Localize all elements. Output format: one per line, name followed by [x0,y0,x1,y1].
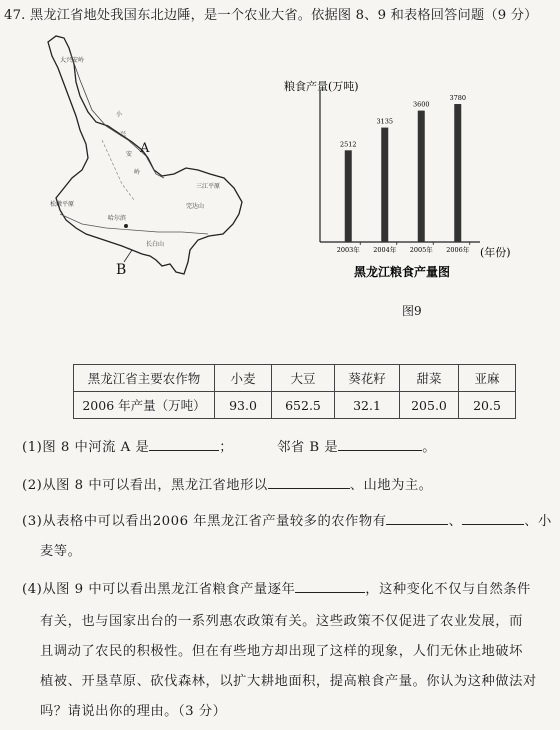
table-header-label: 黑龙江省主要农作物 [74,365,215,392]
map-place-3: 安 [126,151,133,158]
table-row-label: 2006 年产量（万吨） [74,392,215,419]
grain-output-chart [284,74,524,288]
chart-tick-label: 2005年 [409,246,433,254]
map-label-a: A [140,141,150,156]
q1-text-b: 邻省 B 是 [277,440,339,455]
table-cell-value: 32.1 [335,392,400,419]
q4-blank-trend[interactable] [295,578,365,593]
table-crop-name: 小麦 [215,365,272,392]
chart-tick-label: 2004年 [373,246,397,254]
q2-blank-terrain[interactable] [268,474,350,489]
q3-blank-crop-2[interactable] [462,510,524,525]
map-place-9: 长白山 [146,241,165,248]
map-place-1: 小 [116,111,123,118]
mountain-ridge [102,140,134,200]
map-label-b: B [116,262,127,278]
map-place-4: 岭 [134,169,141,176]
question-4 [22,578,531,597]
table-crop-name: 大豆 [272,365,335,392]
table-crop-name: 葵花籽 [335,365,400,392]
chart-data-label: 3135 [376,117,394,126]
question-3 [22,510,552,529]
map-place-5: 松嫩平原 [50,201,75,208]
table-crop-name: 甜菜 [400,365,459,392]
question-2 [22,474,432,493]
q3-blank-crop-1[interactable] [386,510,448,525]
question-4-line-3: 且调动了农民的积极性。但在有些地方却出现了这样的现象，人们无休止地破坏 [40,644,523,659]
q3-text-b: 、小 [524,514,552,529]
heilongjiang-map [36,28,262,290]
q2-text-b: 、山地为主。 [349,478,433,493]
harbin-dot [124,224,128,228]
q1-text-a: (1)图 8 中河流 A 是 [22,440,150,455]
question-4-line-2: 有关，也与国家出台的一系列惠农政策有关。这些政策不仅促进了农业发展，而 [40,614,523,629]
chart-bar [381,128,388,242]
question-3-cont: 麦等。 [40,544,82,559]
question-4-line-4: 植被、开垦草原、砍伐森林，以扩大耕地面积，提高粮食产量。你认为这种做法对 [40,674,537,689]
table-cell-value: 93.0 [215,392,272,419]
table-row [74,392,516,419]
table-cell-value: 205.0 [400,392,459,419]
crop-output-table [73,364,516,419]
fig9-caption-text: 图9 [402,304,422,318]
chart-data-label: 3600 [412,100,430,109]
q1-blank-river[interactable] [149,436,219,451]
q1-end: 。 [422,440,437,455]
question-title: 47. 黑龙江省地处我国东北边陲，是一个农业大省。依据图 8、9 和表格回答问题（9 分） [4,8,538,23]
chart-tick-label: 2006年 [446,246,470,254]
chart-bar [454,104,461,242]
chart-bar [418,111,425,242]
chart-xlabel: (年份) [480,246,511,259]
q4-text-a: (4)从图 9 中可以看出黑龙江省粮食产量逐年 [22,582,296,597]
map-place-7: 三江平原 [196,183,221,190]
table-row [74,365,516,392]
map-place-8: 完达山 [186,203,205,210]
table-crop-name: 亚麻 [459,365,516,392]
q3-sep: 、 [448,514,463,529]
chart-data-label: 2512 [339,140,357,149]
map-place-0: 大兴安岭 [60,57,85,64]
chart-bar [345,150,352,242]
q2-text-a: (2)从图 8 中可以看出，黑龙江省地形以 [22,478,268,493]
q3-text-a: (3)从表格中可以看出2006 年黑龙江省产量较多的农作物有 [22,514,387,529]
table-cell-value: 20.5 [459,392,516,419]
table-cell-value: 652.5 [272,392,335,419]
q1-blank-province[interactable] [338,436,422,451]
map-place-6: 哈尔滨 [108,215,127,222]
chart-data-label: 3780 [449,94,467,103]
question-4-line-5: 吗？请说出你的理由。（3 分） [40,704,227,719]
q1-sep: ； [219,440,234,455]
question-1 [22,436,436,455]
pointer-b [124,250,132,262]
q4-text-b: ，这种变化不仅与自然条件 [365,582,531,597]
chart-ylabel: 粮食产量(万吨) [284,80,359,93]
chart-title: 黑龙江粮食产量图 [354,265,451,279]
map-place-2: 兴 [120,131,127,138]
chart-tick-label: 2003年 [336,246,360,254]
